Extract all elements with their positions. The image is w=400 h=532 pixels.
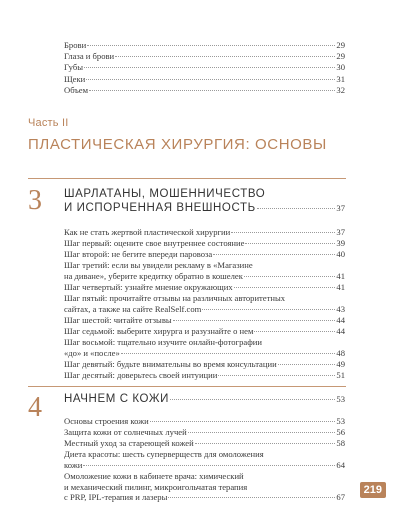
toc-entry: Глаза и брови 29 [64,51,345,61]
part-label: Часть II [28,117,69,129]
leader-dots [245,243,335,244]
toc-entry: Местный уход за стареющей кожей 58 [64,438,345,448]
toc-entry: Брови 29 [64,40,345,50]
toc-entry: Шаг девятый: будьте внимательны во время консультации 49 [64,359,345,369]
leader-dots [234,287,336,288]
toc-entry: Шаг седьмой: выберите хирурга и разузнайте о нем 44 [64,326,345,336]
part-title: ПЛАСТИЧЕСКАЯ ХИРУРГИЯ: ОСНОВЫ [28,136,327,153]
leader-dots [83,465,335,466]
leader-dots [121,353,336,354]
toc-entry: Шаг четвертый: узнайте мнение окружающих 41 [64,282,345,292]
leader-dots [188,432,336,433]
toc-entry: Шаг третий: если вы увидели рекламу в «Магазине на диване», уберите кредитку обратно в кошелек 41 [64,260,345,281]
leader-dots [202,309,335,310]
divider [28,386,346,387]
toc-entry: Шаг второй: не бегите впереди паровоза 40 [64,249,345,259]
leader-dots [278,364,336,365]
toc-entry: Шаг первый: оцените свое внутреннее состояние 39 [64,238,345,248]
leader-dots [150,421,336,422]
toc-entry: Шаг восьмой: тщательно изучите онлайн-фотографии «до» и «после» 48 [64,337,345,358]
chapter-title: ШАРЛАТАНЫ, МОШЕННИЧЕСТВО И ИСПОРЧЕННАЯ ВНЕШНОСТЬ 37 [64,188,345,214]
chapter-number: 3 [28,185,42,216]
leader-dots [87,45,335,46]
toc-entry: Объем 32 [64,85,345,95]
leader-dots [195,443,336,444]
chapter-number: 4 [28,392,42,423]
leader-dots [89,90,335,91]
leader-dots [84,67,335,68]
leader-dots [115,56,335,57]
chapter-page: 53 [336,394,345,404]
leader-dots [254,331,335,332]
leader-dots [173,320,336,321]
page-number-badge: 219 [360,482,386,498]
leader-dots [218,375,335,376]
leader-dots [231,232,335,233]
leader-dots [86,79,335,80]
toc-entry: Щеки 31 [64,74,345,84]
leader-dots [213,254,335,255]
leader-dots [170,399,335,400]
chapter-page: 37 [336,203,345,213]
toc-entry: Основы строения кожи 53 [64,416,345,426]
leader-dots [257,208,336,209]
toc-entry: Защита кожи от солнечных лучей 56 [64,427,345,437]
leader-dots [244,276,336,277]
toc-entry: Шаг пятый: прочитайте отзывы на различных авторитетных сайтах, а также на сайте RealSelf.com 43 [64,293,345,314]
toc-entry: Шаг десятый: доверьтесь своей интуиции 51 [64,370,345,380]
toc-entry: Шаг шестой: читайте отзывы 44 [64,315,345,325]
toc-entry: Как не стать жертвой пластической хирургии 37 [64,227,345,237]
divider [28,178,346,179]
toc-entry: Омоложение кожи в кабинете врача: химический и механический пилинг, микроигольчатая терапия с PRP, IPL-терапия и лазеры 67 [64,471,345,503]
toc-entry: Губы 30 [64,62,345,72]
chapter-title: НАЧНЕМ С КОЖИ 53 [64,393,345,405]
leader-dots [168,497,335,498]
toc-entry: Диета красоты: шесть суперверществ для омоложения кожи 64 [64,449,345,470]
